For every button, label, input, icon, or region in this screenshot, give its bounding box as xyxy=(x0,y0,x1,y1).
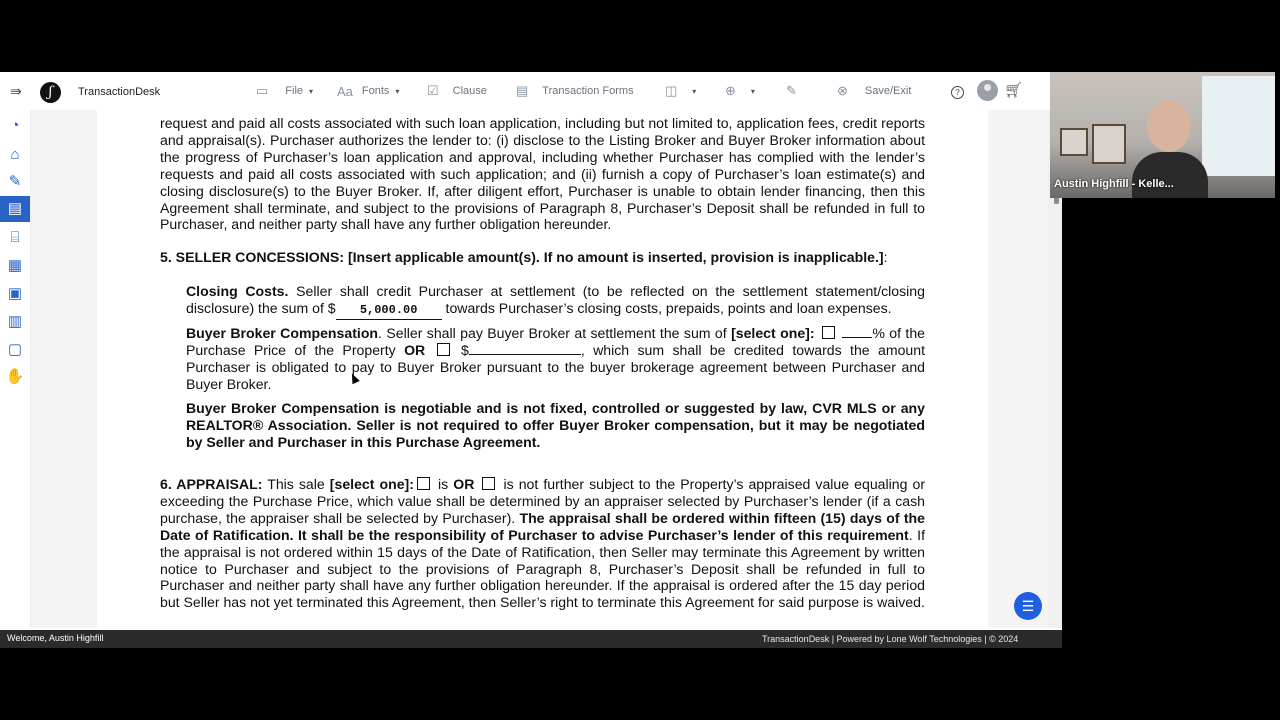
closing-costs-paragraph xyxy=(186,283,925,320)
section-5-heading xyxy=(160,249,925,266)
s6-text-c: . If the appraisal is not ordered within 15 days of the Date of Ratification, then Seller may terminate this Agreement by written notice to Purchaser and subject to the provisions of Paragraph 8, Purchaser’s Deposit shall be refunded in full to Purchaser and neither party shall have any further obligation hereunder. If the appraisal is ordered after the 15 day period but Seller has not yet terminated this Agreement, then Seller’s right to terminate this Agreement for said purpose is waived. xyxy=(160,526,926,611)
document-icon[interactable]: ▤ xyxy=(0,196,30,222)
properties-icon[interactable]: ⌸ xyxy=(10,229,20,246)
video-participant-body xyxy=(1132,152,1208,198)
transaction-forms-label: Transaction Forms xyxy=(542,85,634,97)
close-circle-icon: ⊗ xyxy=(837,83,848,98)
chevron-down-icon: ▾ xyxy=(750,86,755,96)
view-menu[interactable] xyxy=(665,79,696,103)
app-brand: TransactionDesk xyxy=(78,86,161,98)
pen-icon[interactable]: ✎ xyxy=(8,173,22,190)
save-exit-label: Save/Exit xyxy=(864,85,912,97)
bbc-percent-suffix: % of the Purchase Price of the Property xyxy=(186,325,925,358)
bbc-text-b: , which sum shall be credited towards the amount Purchaser is obligated to pay to Buyer Broker pursuant to the buyer brokerage agreement between Purchaser and Buyer Broker. xyxy=(186,341,926,392)
zoom-icon: ⊕ xyxy=(725,83,736,98)
clause-icon: ☑ xyxy=(427,83,439,98)
pen-icon: ✎ xyxy=(786,83,797,98)
s6-is: is xyxy=(432,476,454,492)
loan-paragraph: request and paid all costs associated with such loan application, including but not limited to, application fees, credit reports and appraisal(s). Purchaser authorizes the lender to: (i) disclose to the Listing Broker and Buyer Broker information about the progress of Purchaser’s loan application and approval, including whether Purchaser has complied with the lender’s requests and paid all costs associated with such application; and (ii) furnish a copy of Purchaser’s loan estimate(s) and closing disclosure(s) to the Buyer Broker. If, after diligent effort, Purchaser is unable to obtain lender financing, then this Agreement shall terminate, and subject to the provisions of Paragraph 8, Purchaser’s Deposit shall be refunded in full to Purchaser, and neither party shall have any further obligation hereunder. xyxy=(160,115,925,233)
s6-or: OR xyxy=(453,476,475,492)
welcome-text: Welcome, Austin Highfill xyxy=(7,633,104,643)
lone-wolf-logo: ʃ xyxy=(40,82,61,103)
video-wall-frame xyxy=(1060,128,1088,156)
section-5-title: 5. SELLER CONCESSIONS: [Insert applicable amount(s). If no amount is inserted, provision is inapplicable.] xyxy=(160,249,884,265)
save-exit-button[interactable] xyxy=(837,79,911,103)
bbc-or: OR xyxy=(404,341,426,358)
bbc-percent-checkbox[interactable] xyxy=(822,326,835,339)
closing-costs-text-b: towards Purchaser’s closing costs, prepaids, points and loan expenses. xyxy=(441,299,892,316)
left-sidebar xyxy=(0,110,31,628)
forms-icon: ▤ xyxy=(516,83,529,98)
chevron-down-icon: ▾ xyxy=(395,86,400,96)
bbc-dollar-field[interactable] xyxy=(469,354,581,355)
folder-icon: ▭ xyxy=(256,83,269,98)
transaction-forms-button[interactable] xyxy=(516,79,634,103)
bbc-negotiable-notice: Buyer Broker Compensation is negotiable and is not fixed, controlled or suggested by law, CVR MLS or any REALTOR® Association. Seller is not required to offer Buyer Broker compensation, but it may be negotiated by Seller and Purchaser in this Purchase Agreement. xyxy=(186,400,925,450)
section-6-appraisal xyxy=(160,476,925,611)
closing-costs-text-a: Seller shall credit Purchaser at settlement (to be reflected on the settlement statement/closing disclosure) the sum of $ xyxy=(186,283,925,316)
video-participant-face xyxy=(1147,100,1191,152)
home-icon[interactable]: ⌂ xyxy=(10,146,20,163)
file-menu-label: File xyxy=(285,85,304,97)
contacts-icon[interactable]: ▣ xyxy=(7,285,23,302)
fonts-menu-label: Fonts xyxy=(361,85,390,97)
cart-icon[interactable]: 🛒︎ xyxy=(1004,82,1024,99)
menu-expand-icon[interactable]: ⇛ xyxy=(10,83,22,99)
chevron-down-icon: ▾ xyxy=(309,86,314,96)
video-call-tile xyxy=(1050,72,1275,198)
bbc-text-a: . Seller shall pay Buyer Broker at settlement the sum of xyxy=(378,325,732,341)
bbc-dollar-checkbox[interactable] xyxy=(437,343,450,356)
book-icon: ◫ xyxy=(665,83,678,98)
bbc-dollar-sign: $ xyxy=(460,341,469,358)
help-icon[interactable]: ? xyxy=(951,86,964,99)
closing-costs-amount-field[interactable]: 5,000.00 xyxy=(336,302,442,320)
buyer-broker-compensation-paragraph xyxy=(186,325,925,393)
chat-menu-icon[interactable]: ☰ xyxy=(1014,592,1042,620)
zoom-menu[interactable] xyxy=(725,79,755,103)
s6-text-b: is not further subject to the Property’s appraised value equaling or exceeding the Purchase Price, which value shall be determined by an appraiser selected by Purchaser’s lender (if a cash purchase, the appraiser shall be selected by Purchaser). xyxy=(160,476,926,526)
video-window-background xyxy=(1202,76,1275,176)
s6-select-one: [select one]: xyxy=(329,476,414,492)
clause-label: Clause xyxy=(452,85,487,97)
section-5-colon: : xyxy=(883,249,888,265)
sign-button[interactable] xyxy=(786,79,797,103)
forms-icon[interactable]: ▥ xyxy=(7,313,23,330)
closing-costs-title: Closing Costs. xyxy=(186,283,289,299)
bbc-select-one: [select one]: xyxy=(731,325,815,341)
handshake-icon[interactable]: ✋ xyxy=(5,368,25,385)
dashboard-icon[interactable]: ◔ xyxy=(10,117,20,134)
calendar-icon[interactable]: ▦ xyxy=(7,257,23,274)
font-icon: Aa xyxy=(337,83,353,99)
document-viewer[interactable] xyxy=(31,110,1048,628)
files-icon[interactable]: ▢ xyxy=(7,341,23,358)
appraisal-is-not-checkbox[interactable] xyxy=(482,477,495,490)
powered-by-text: TransactionDesk | Powered by Lone Wolf Technologies | © 2024 xyxy=(762,634,1019,644)
video-wall-frame xyxy=(1092,124,1126,164)
appraisal-is-checkbox[interactable] xyxy=(417,477,430,490)
top-toolbar xyxy=(0,72,1062,110)
fonts-menu[interactable] xyxy=(337,79,399,103)
s6-bold-requirement: The appraisal shall be ordered within fifteen (15) days of the Date of Ratification. It shall be the responsibility of Purchaser to advise Purchaser’s lender of this requirement xyxy=(160,509,925,543)
footer-bar xyxy=(0,630,1062,648)
clause-button[interactable] xyxy=(427,79,487,103)
chevron-down-icon: ▾ xyxy=(692,86,697,96)
s6-text-a: This sale xyxy=(262,476,330,492)
file-menu[interactable] xyxy=(256,79,313,103)
section-6-title: 6. APPRAISAL: xyxy=(160,476,263,492)
video-participant-name: Austin Highfill - Kelle... xyxy=(1054,178,1174,190)
avatar[interactable] xyxy=(977,80,998,101)
bbc-title: Buyer Broker Compensation xyxy=(186,325,379,341)
transactiondesk-app xyxy=(0,72,1062,648)
bbc-percent-field[interactable] xyxy=(842,337,872,338)
